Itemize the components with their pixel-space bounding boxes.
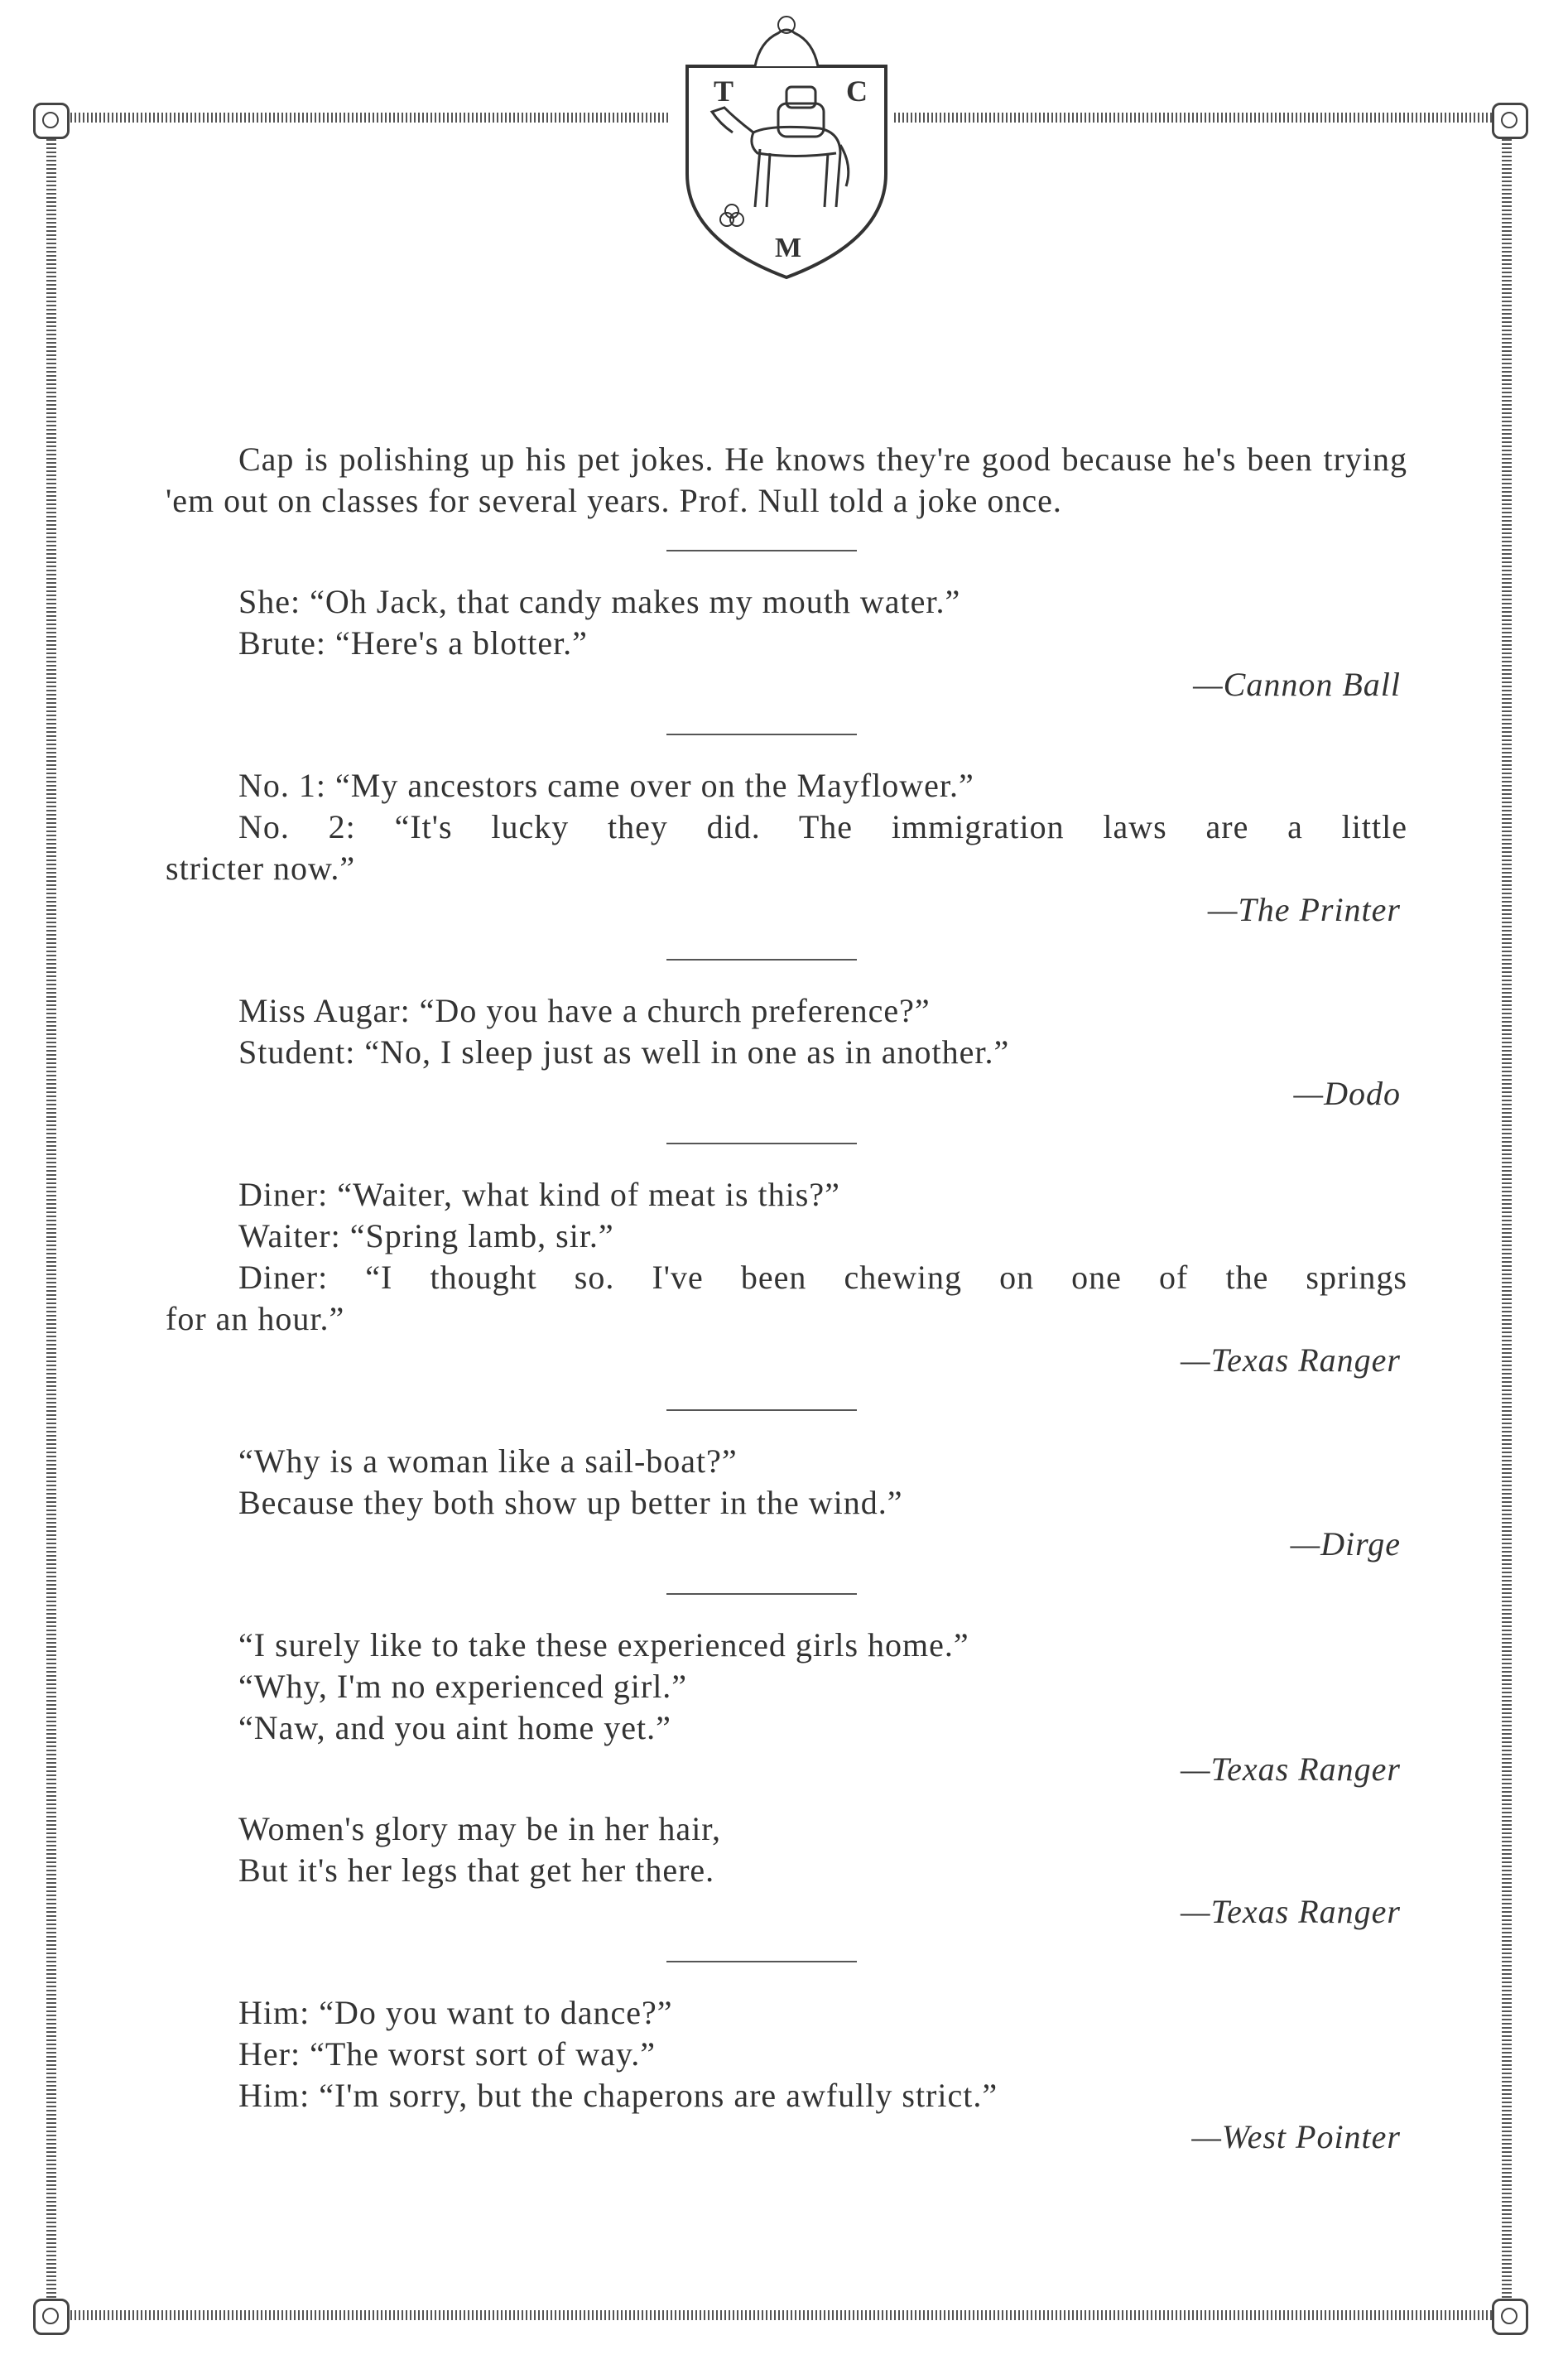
frame-corner-bottom-right (1492, 2299, 1528, 2335)
joke-source: —The Printer (1207, 891, 1401, 928)
crest-letter-c: C (846, 75, 868, 108)
joke-block (166, 990, 1407, 1115)
joke-block (166, 765, 1407, 931)
joke-line: “Naw, and you aint home yet.” (238, 1709, 671, 1746)
joke-block (166, 1625, 1407, 1933)
joke-line: Diner: “Waiter, what kind of meat is this?” (238, 1176, 840, 1213)
joke-block (166, 581, 1407, 705)
separator-rule (666, 550, 857, 551)
spacer (166, 1790, 1407, 1808)
joke-line: Him: “Do you want to dance?” (238, 1994, 673, 2031)
joke-line: Him: “I'm sorry, but the chaperons are awfully strict.” (238, 2077, 998, 2114)
crest-letter-t: T (714, 75, 734, 108)
frame-right-rail (1502, 124, 1512, 2310)
separator-rule (666, 734, 857, 735)
joke-line: Miss Augar: “Do you have a church preference?” (238, 992, 931, 1029)
frame-left-rail (46, 124, 56, 2310)
joke-line: Waiter: “Spring lamb, sir.” (238, 1217, 614, 1254)
joke-line: Diner: “I thought so. I've been chewing on one of the springs (238, 1259, 1407, 1296)
joke-line: “I surely like to take these experienced girls home.” (238, 1626, 969, 1664)
joke-block (166, 1992, 1407, 2158)
joke-source: —Texas Ranger (1181, 1893, 1401, 1930)
joke-source: —Dirge (1290, 1525, 1401, 1562)
joke-line: “Why, I'm no experienced girl.” (238, 1668, 688, 1705)
separator-rule (666, 1593, 857, 1595)
separator-rule (666, 1409, 857, 1411)
joke-block (166, 1174, 1407, 1381)
joke-line: No. 2: “It's lucky they did. The immigration laws are a little (238, 808, 1407, 845)
separator-rule (666, 1143, 857, 1144)
frame-top-left-rail (50, 113, 671, 123)
frame-corner-top-left (33, 103, 70, 139)
joke-source: —Texas Ranger (1181, 1341, 1401, 1379)
separator-rule (666, 1961, 857, 1962)
joke-block (166, 1441, 1407, 1565)
intro-paragraph: Cap is polishing up his pet jokes. He knows they're good because he's been trying 'em out on classes for several years. Prof. Null told a joke once. (166, 441, 1407, 519)
frame-top-right-rail (894, 113, 1507, 123)
verse-line: Women's glory may be in her hair, (238, 1810, 722, 1847)
joke-line: No. 1: “My ancestors came over on the Mayflower.” (238, 767, 974, 804)
joke-line: Because they both show up better in the wind.” (238, 1484, 903, 1521)
joke-line: “Why is a woman like a sail-boat?” (238, 1442, 738, 1480)
verse-line: But it's her legs that get her there. (238, 1851, 715, 1889)
frame-corner-bottom-left (33, 2299, 70, 2335)
joke-page-content (166, 439, 1407, 2158)
joke-source: —Dodo (1293, 1075, 1401, 1112)
joke-source: —Texas Ranger (1181, 1750, 1401, 1788)
separator-rule (666, 959, 857, 961)
joke-line-continuation: for an hour.” (166, 1300, 345, 1337)
joke-line: Brute: “Here's a blotter.” (238, 624, 588, 662)
joke-line: She: “Oh Jack, that candy makes my mouth water.” (238, 583, 961, 620)
crest-shield-icon (662, 8, 902, 282)
joke-line: Student: “No, I sleep just as well in one as in another.” (238, 1033, 1010, 1071)
frame-bottom-rail (50, 2310, 1507, 2320)
joke-source: —West Pointer (1191, 2118, 1401, 2155)
frame-corner-top-right (1492, 103, 1528, 139)
joke-source: —Cannon Ball (1193, 666, 1401, 703)
joke-line: Her: “The worst sort of way.” (238, 2035, 657, 2073)
crest-letter-m: M (775, 233, 802, 263)
joke-line-continuation: stricter now.” (166, 850, 356, 887)
